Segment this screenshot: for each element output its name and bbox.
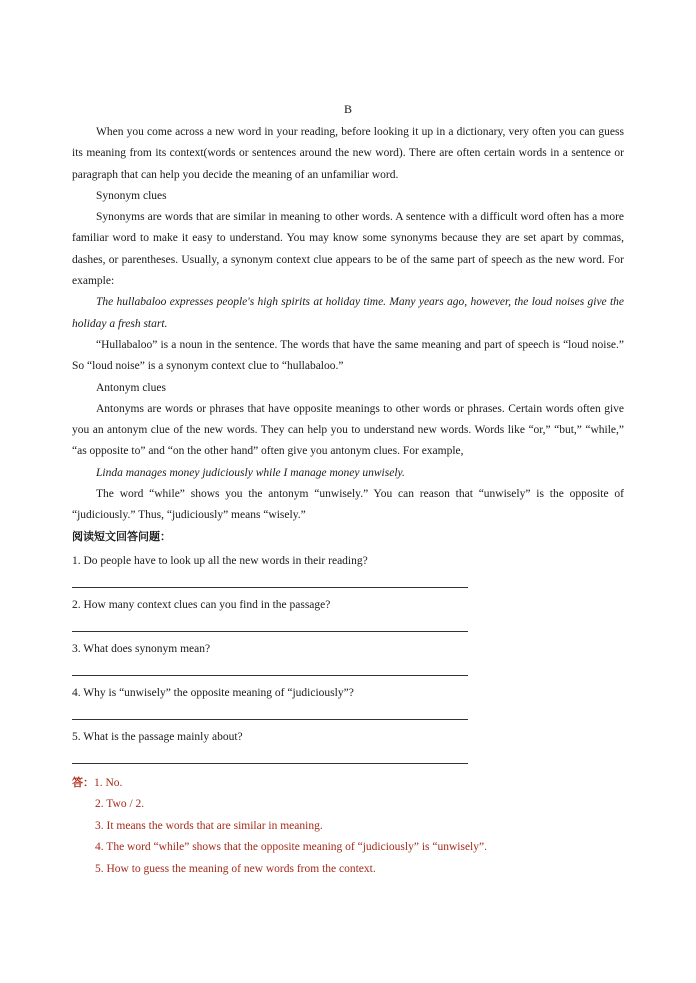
question-2: 2. How many context clues can you find in the passage? xyxy=(72,598,331,611)
answer-5: 5. How to guess the meaning of new words from the context. xyxy=(95,862,376,875)
paragraph-intro: When you come across a new word in your reading, before looking it up in a dictionary, very often you can guess its meaning from its context(words or sentences around the new word). There are often certain words in a sentence or paragraph that can help you decide the meaning of an unfamiliar word. xyxy=(72,126,624,181)
answer-line-1 xyxy=(72,587,468,588)
paragraph-hullabaloo: “Hullabaloo” is a noun in the sentence. The words that have the same meaning and part of speech is “loud noise.” So “loud noise” is a synonym context clue to “hullabaloo.” xyxy=(72,338,624,373)
answer-key xyxy=(72,772,624,881)
question-5: 5. What is the passage mainly about? xyxy=(72,730,243,743)
answer-line-4 xyxy=(72,719,468,720)
heading-antonym-clues: Antonym clues xyxy=(96,381,166,394)
answer-line-3 xyxy=(72,675,468,676)
question-4: 4. Why is “unwisely” the opposite meaning of “judiciously”? xyxy=(72,686,354,699)
questions-instruction: 阅读短文回答问题： xyxy=(72,529,171,543)
heading-synonym-clues: Synonym clues xyxy=(96,189,167,202)
answer-1: 1. No. xyxy=(94,776,123,789)
answer-3: 3. It means the words that are similar in meaning. xyxy=(95,819,323,832)
question-1: 1. Do people have to look up all the new words in their reading? xyxy=(72,554,368,567)
passage-title: B xyxy=(343,102,352,116)
paragraph-synonyms: Synonyms are words that are similar in meaning to other words. A sentence with a difficult word often has a more familiar word to make it easy to understand. You may know some synonyms because they are set apart by commas, dashes, or parentheses. Usually, a synonym context clue appears to be of the same part of speech as the new word. For example: xyxy=(72,211,624,288)
paragraph-antonyms: Antonyms are words or phrases that have opposite meanings to other words or phrases. Certain words often give you an antonym clue of the new words. They can help you to understand new words. Words like “or,” “but,” “while,” “as opposite to” and “on the other hand” often give you antonym clues. For example, xyxy=(72,402,624,458)
answer-4: 4. The word “while” shows that the opposite meaning of “judiciously” is “unwisely”. xyxy=(95,841,487,854)
example-synonym: The hullabaloo expresses people's high spirits at holiday time. Many years ago, however, the loud noises give the holiday a fresh start. xyxy=(72,296,624,330)
example-antonym: Linda manages money judiciously while I manage money unwisely. xyxy=(96,466,405,479)
answer-2: 2. Two / 2. xyxy=(95,798,145,811)
answer-line-2 xyxy=(72,631,468,632)
document-content xyxy=(72,100,624,880)
question-3: 3. What does synonym mean? xyxy=(72,642,211,655)
answer-1-row xyxy=(72,772,624,795)
answer-label: 答： xyxy=(72,775,94,789)
answer-line-5 xyxy=(72,763,468,764)
paragraph-while: The word “while” shows you the antonym “unwisely.” You can reason that “unwisely” is the opposite of “judiciously.” Thus, “judiciously” means “wisely.” xyxy=(72,488,624,522)
